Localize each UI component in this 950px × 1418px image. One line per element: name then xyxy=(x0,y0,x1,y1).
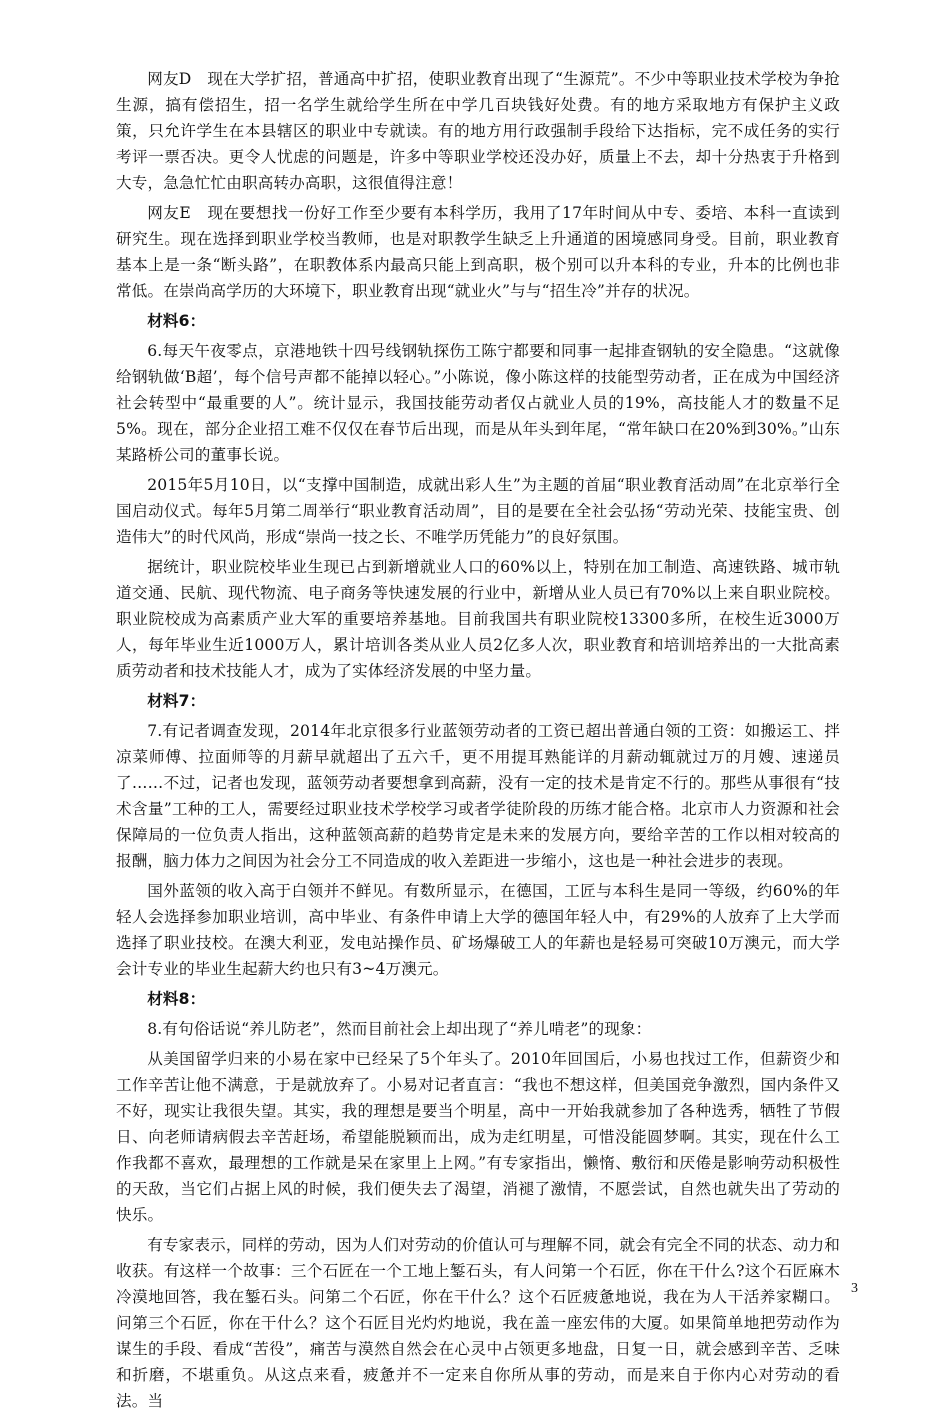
paragraph-8-3: 有专家表示，同样的劳动，因为人们对劳动的价值认可与理解不同，就会有完全不同的状态、动力和收获。有这样一个故事：三个石匠在一个工地上錾石头，有人问第一个石匠，你在干什么?这个石匠麻木冷漠地回答，我在錾石头。问第二个石匠，你在干什么？这个石匠疲惫地说，我在为人干活养家糊口。问第三个石匠，你在干什么？这个石匠目光灼灼地说，我在盖一座宏伟的大厦。如果简单地把劳动作为谋生的手段、看成“苦役”，痛苦与漠然自然会在心灵中占领更多地盘，日复一日，就会感到辛苦、乏味和折磨，不堪重负。从这点来看，疲惫并不一定来自你所从事的劳动，而是来自于你内心对劳动的看法。当 xyxy=(116,1236,840,1410)
paragraph-8-2: 从美国留学归来的小易在家中已经呆了5个年头了。2010年回国后，小易也找过工作，但薪资少和工作辛苦让他不满意，于是就放弃了。小易对记者直言：“我也不想这样，但美国竞争激烈，国内条件又不好，现实让我很失望。其实，我的理想是要当个明星，高中一开始我就参加了各种选秀，牺牲了节假日、向老师请病假去辛苦赶场，希望能脱颖而出，成为走红明星，可惜没能圆梦啊。其实，现在什么工作我都不喜欢，最理想的工作就是呆在家里上上网。”有专家指出，懒惰、敷衍和厌倦是影响劳动积极性的天敌，当它们占据上风的时候，我们便失去了渴望，消褪了激情，不愿尝试，自然也就失出了劳动的快乐。 xyxy=(116,1050,840,1224)
paragraph-netizen-d: 网友D 现在大学扩招，普通高中扩招，使职业教育出现了“生源荒”。不少中等职业技术学校为争抢生源，搞有偿招生，招一名学生就给学生所在中学几百块钱好处费。有的地方采取地方有保护主义政策，只允许学生在本县辖区的职业中专就读。有的地方用行政强制手段给下达指标，完不成任务的实行考评一票否决。更令人忧虑的问题是，许多中等职业学校还没办好，质量上不去，却十分热衷于升格到大专，急急忙忙由职高转办高职，这很值得注意！ xyxy=(116,70,840,192)
paragraph-6-1: 6.每天午夜零点，京港地铁十四号线钢轨探伤工陈宁都要和同事一起排查钢轨的安全隐患。“这就像给钢轨做‘B超’，每个信号声都不能掉以轻心。”小陈说，像小陈这样的技能型劳动者，正在成为中国经济社会转型中“最重要的人”。统计显示，我国技能劳动者仅占就业人员的19%，高技能人才的数量不足5%。现在，部分企业招工难不仅仅在春节后出现，而是从年头到年尾，“常年缺口在20%到30%。”山东某路桥公司的董事长说。 xyxy=(116,342,840,464)
page-content xyxy=(116,66,840,1418)
paragraph-netizen-e: 网友E 现在要想找一份好工作至少要有本科学历，我用了17年时间从中专、委培、本科一直读到研究生。现在选择到职业学校当教师，也是对职教学生缺乏上升通道的困境感同身受。目前，职业教育基本上是一条“断头路”，在职教体系内最高只能上到高职，极个别可以升本科的专业，升本的比例也非常低。在崇尚高学历的大环境下，职业教育出现“就业火”与与“招生冷”并存的状况。 xyxy=(116,204,840,300)
material-8-heading: 材料8： xyxy=(147,990,206,1008)
paragraph-6-3: 据统计，职业院校毕业生现已占到新增就业人口的60%以上，特别在加工制造、高速铁路、城市轨道交通、民航、现代物流、电子商务等快速发展的行业中，新增从业人员已有70%以上来自职业院校。职业院校成为高素质产业大军的重要培养基地。目前我国共有职业院校13300多所，在校生近3000万人，每年毕业生近1000万人，累计培训各类从业人员2亿多人次，职业教育和培训培养出的一大批高素质劳动者和技术技能人才，成为了实体经济发展的中坚力量。 xyxy=(116,558,840,680)
paragraph-7-2: 国外蓝领的收入高于白领并不鲜见。有数所显示，在德国，工匠与本科生是同一等级，约60%的年轻人会选择参加职业培训，高中毕业、有条件申请上大学的德国年轻人中，有29%的人放弃了上大学而选择了职业技校。在澳大利亚，发电站操作员、矿场爆破工人的年薪也是轻易可突破10万澳元，而大学会计专业的毕业生起薪大约也只有3~4万澳元。 xyxy=(116,882,840,978)
page-number: 3 xyxy=(851,1281,858,1296)
material-7-heading: 材料7： xyxy=(147,692,206,710)
material-6-heading: 材料6： xyxy=(147,312,206,330)
paragraph-7-1: 7.有记者调查发现，2014年北京很多行业蓝领劳动者的工资已超出普通白领的工资：如搬运工、拌凉菜师傅、拉面师等的月薪早就超出了五六千，更不用提耳熟能详的月薪动辄就过万的月嫂、速递员了……不过，记者也发现，蓝领劳动者要想拿到高薪，没有一定的技术是肯定不行的。那些从事很有“技术含量”工种的工人，需要经过职业技术学校学习或者学徒阶段的历练才能合格。北京市人力资源和社会保障局的一位负责人指出，这种蓝领高薪的趋势肯定是未来的发展方向，要给辛苦的工作以相对较高的报酬，脑力体力之间因为社会分工不同造成的收入差距进一步缩小，这也是一种社会进步的表现。 xyxy=(116,722,840,870)
paragraph-8-1: 8.有句俗话说“养儿防老”，然而目前社会上却出现了“养儿啃老”的现象： xyxy=(147,1020,652,1038)
paragraph-6-2: 2015年5月10日，以“支撑中国制造，成就出彩人生”为主题的首届“职业教育活动周”在北京举行全国启动仪式。每年5月第二周举行“职业教育活动周”，目的是要在全社会弘扬“劳动光荣、技能宝贵、创造伟大”的时代风尚，形成“崇尚一技之长、不唯学历凭能力”的良好氛围。 xyxy=(116,476,840,546)
